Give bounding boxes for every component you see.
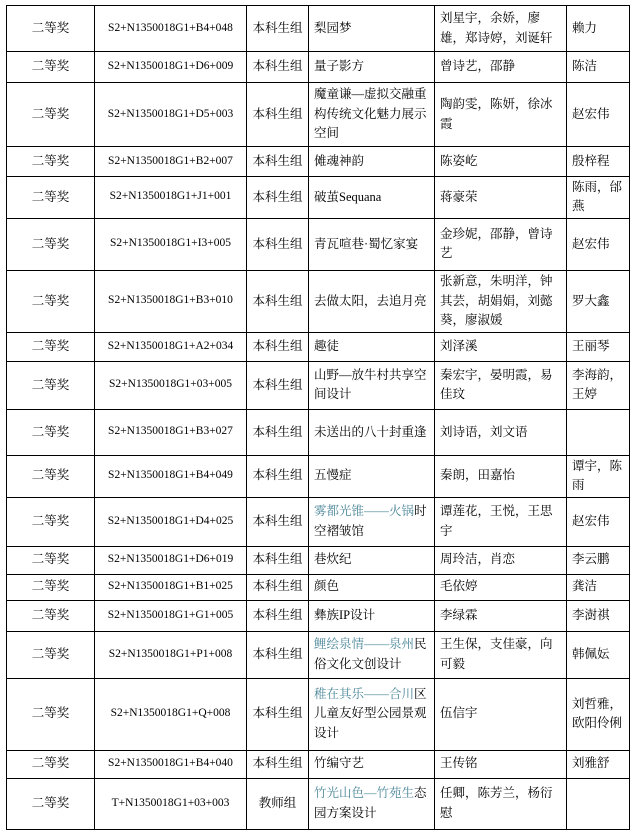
table-row — [7, 409, 630, 455]
title-cell — [309, 6, 435, 52]
awards-table — [6, 5, 630, 830]
title-text: 颜色 — [314, 579, 340, 594]
title-highlight: 竹光山色—竹苑生 — [314, 786, 415, 801]
group-cell: 本科生组 — [247, 147, 309, 177]
table-row — [7, 546, 630, 574]
code-cell: T+N1350018G1+03+003 — [95, 778, 247, 829]
title-text: 破茧Sequana — [314, 189, 382, 204]
table-row — [7, 678, 630, 750]
members-cell: 刘星宇，余娇，廖雄，郑诗婷，刘诞轩 — [435, 6, 567, 52]
title-cell — [309, 574, 435, 600]
members-cell: 王生保，支佳豪，向可毅 — [435, 631, 567, 678]
title-cell — [309, 678, 435, 750]
members-cell: 秦朗，田嘉怡 — [435, 455, 567, 497]
members-cell: 秦宏宇，晏明霞，易佳玟 — [435, 361, 567, 409]
advisor-cell: 刘哲雅，欧阳伶俐 — [567, 678, 630, 750]
advisor-cell: 赵宏伟 — [567, 218, 630, 270]
advisor-cell: 殷梓程 — [567, 147, 630, 177]
award-cell: 二等奖 — [7, 455, 95, 497]
award-cell: 二等奖 — [7, 497, 95, 546]
title-cell — [309, 750, 435, 778]
code-cell: S2+N1350018G1+B4+040 — [95, 750, 247, 778]
title-highlight: 雾都光锥——火锅 — [314, 504, 415, 519]
advisor-cell: 赖力 — [567, 6, 630, 52]
table-row — [7, 52, 630, 83]
award-cell: 二等奖 — [7, 409, 95, 455]
table-row — [7, 361, 630, 409]
award-cell: 二等奖 — [7, 361, 95, 409]
title-text: 傩魂神韵 — [314, 153, 365, 168]
members-cell: 李绿霖 — [435, 600, 567, 631]
code-cell: S2+N1350018G1+B4+049 — [95, 455, 247, 497]
members-cell: 陈姿屹 — [435, 147, 567, 177]
group-cell: 教师组 — [247, 778, 309, 829]
title-cell — [309, 270, 435, 332]
title-text: 青瓦喧巷·蜀忆家宴 — [314, 236, 419, 251]
advisor-cell: 李海韵，王婷 — [567, 361, 630, 409]
code-cell: S2+N1350018G1+D4+025 — [95, 497, 247, 546]
members-cell: 张新意，朱明洋，钟其芸，胡娟娟，刘懿葵，廖淑媛 — [435, 270, 567, 332]
table-row — [7, 778, 630, 829]
award-cell: 二等奖 — [7, 600, 95, 631]
code-cell: S2+N1350018G1+B1+025 — [95, 574, 247, 600]
group-cell: 本科生组 — [247, 678, 309, 750]
members-cell: 毛依婷 — [435, 574, 567, 600]
table-row — [7, 631, 630, 678]
award-cell: 二等奖 — [7, 147, 95, 177]
members-cell: 周玲洁，肖恋 — [435, 546, 567, 574]
title-text: 去做太阳，去追月亮 — [314, 293, 427, 308]
award-cell: 二等奖 — [7, 83, 95, 147]
title-cell — [309, 83, 435, 147]
title-text: 五慢症 — [314, 468, 352, 483]
members-cell: 任卿，陈芳兰，杨衍慰 — [435, 778, 567, 829]
code-cell: S2+N1350018G1+P1+008 — [95, 631, 247, 678]
code-cell: S2+N1350018G1+A2+034 — [95, 332, 247, 361]
members-cell: 王传铭 — [435, 750, 567, 778]
advisor-cell — [567, 778, 630, 829]
title-cell — [309, 497, 435, 546]
advisor-cell: 李云鹏 — [567, 546, 630, 574]
title-cell — [309, 218, 435, 270]
award-cell: 二等奖 — [7, 177, 95, 219]
group-cell: 本科生组 — [247, 409, 309, 455]
award-cell: 二等奖 — [7, 6, 95, 52]
members-cell: 蒋豪荣 — [435, 177, 567, 219]
table-row — [7, 455, 630, 497]
table-row — [7, 750, 630, 778]
code-cell: S2+N1350018G1+J1+001 — [95, 177, 247, 219]
title-highlight: 鲤绘泉情——泉州 — [314, 637, 415, 652]
title-text: 山野—放牛村共享空间设计 — [314, 367, 427, 402]
table-row — [7, 177, 630, 219]
advisor-cell: 赵宏伟 — [567, 83, 630, 147]
group-cell: 本科生组 — [247, 600, 309, 631]
title-cell — [309, 546, 435, 574]
title-text: 时空褶皱馆 — [314, 504, 427, 538]
title-text: 趣徒 — [314, 339, 340, 354]
title-text: 梨园梦 — [314, 20, 352, 35]
code-cell: S2+N1350018G1+I3+005 — [95, 218, 247, 270]
code-cell: S2+N1350018G1+Q+008 — [95, 678, 247, 750]
title-text: 民俗文化文创设计 — [314, 637, 427, 671]
award-cell: 二等奖 — [7, 546, 95, 574]
advisor-cell: 陈雨，邰燕 — [567, 177, 630, 219]
title-text: 未送出的八十封重逢 — [314, 424, 427, 439]
members-cell: 刘泽溪 — [435, 332, 567, 361]
title-cell — [309, 52, 435, 83]
code-cell: S2+N1350018G1+D6+019 — [95, 546, 247, 574]
members-cell: 谭莲花，王悦，王思宇 — [435, 497, 567, 546]
title-text: 巷炊纪 — [314, 552, 352, 567]
group-cell: 本科生组 — [247, 361, 309, 409]
award-cell: 二等奖 — [7, 678, 95, 750]
advisor-cell: 韩佩妘 — [567, 631, 630, 678]
code-cell: S2+N1350018G1+D6+009 — [95, 52, 247, 83]
title-text: 区儿童友好型公园景观设计 — [314, 686, 427, 740]
award-cell: 二等奖 — [7, 574, 95, 600]
table-row — [7, 600, 630, 631]
members-cell: 曾诗艺，邵静 — [435, 52, 567, 83]
award-cell: 二等奖 — [7, 270, 95, 332]
group-cell: 本科生组 — [247, 6, 309, 52]
title-text: 态园方案设计 — [314, 786, 427, 820]
table-body — [7, 6, 630, 830]
table-row — [7, 497, 630, 546]
group-cell: 本科生组 — [247, 270, 309, 332]
advisor-cell: 李澍祺 — [567, 600, 630, 631]
table-row — [7, 147, 630, 177]
table-row — [7, 6, 630, 52]
group-cell: 本科生组 — [247, 497, 309, 546]
advisor-cell: 王丽琴 — [567, 332, 630, 361]
title-cell — [309, 631, 435, 678]
title-cell — [309, 147, 435, 177]
members-cell: 陶韵雯，陈妍，徐冰霞 — [435, 83, 567, 147]
advisor-cell — [567, 409, 630, 455]
award-cell: 二等奖 — [7, 778, 95, 829]
title-text: 魔童谦—虚拟交融重构传统文化魅力展示空间 — [314, 87, 427, 141]
group-cell: 本科生组 — [247, 455, 309, 497]
group-cell: 本科生组 — [247, 631, 309, 678]
award-cell: 二等奖 — [7, 332, 95, 361]
group-cell: 本科生组 — [247, 177, 309, 219]
group-cell: 本科生组 — [247, 218, 309, 270]
group-cell: 本科生组 — [247, 52, 309, 83]
table-row — [7, 218, 630, 270]
group-cell: 本科生组 — [247, 83, 309, 147]
title-text: 彝族IP设计 — [314, 607, 376, 622]
award-cell: 二等奖 — [7, 52, 95, 83]
code-cell: S2+N1350018G1+D5+003 — [95, 83, 247, 147]
advisor-cell: 陈洁 — [567, 52, 630, 83]
advisor-cell: 刘雅舒 — [567, 750, 630, 778]
members-cell: 刘诗语，刘文语 — [435, 409, 567, 455]
title-cell — [309, 332, 435, 361]
table-row — [7, 332, 630, 361]
title-text: 量子影方 — [314, 59, 365, 74]
table-row — [7, 270, 630, 332]
title-cell — [309, 600, 435, 631]
code-cell: S2+N1350018G1+B3+010 — [95, 270, 247, 332]
title-cell — [309, 455, 435, 497]
advisor-cell: 谭宇，陈雨 — [567, 455, 630, 497]
award-cell: 二等奖 — [7, 631, 95, 678]
members-cell: 金珍妮，邵静，曾诗艺 — [435, 218, 567, 270]
title-cell — [309, 778, 435, 829]
title-highlight: 稚在其乐——合川 — [314, 686, 415, 701]
group-cell: 本科生组 — [247, 574, 309, 600]
award-cell: 二等奖 — [7, 750, 95, 778]
code-cell: S2+N1350018G1+G1+005 — [95, 600, 247, 631]
code-cell: S2+N1350018G1+B2+007 — [95, 147, 247, 177]
group-cell: 本科生组 — [247, 750, 309, 778]
group-cell: 本科生组 — [247, 332, 309, 361]
advisor-cell: 罗大鑫 — [567, 270, 630, 332]
code-cell: S2+N1350018G1+B3+027 — [95, 409, 247, 455]
code-cell: S2+N1350018G1+03+005 — [95, 361, 247, 409]
advisor-cell: 龚洁 — [567, 574, 630, 600]
advisor-cell: 赵宏伟 — [567, 497, 630, 546]
title-cell — [309, 409, 435, 455]
members-cell: 伍信宇 — [435, 678, 567, 750]
code-cell: S2+N1350018G1+B4+048 — [95, 6, 247, 52]
group-cell: 本科生组 — [247, 546, 309, 574]
table-row — [7, 83, 630, 147]
award-cell: 二等奖 — [7, 218, 95, 270]
table-row — [7, 574, 630, 600]
title-cell — [309, 361, 435, 409]
title-cell — [309, 177, 435, 219]
title-text: 竹编守艺 — [314, 756, 365, 771]
